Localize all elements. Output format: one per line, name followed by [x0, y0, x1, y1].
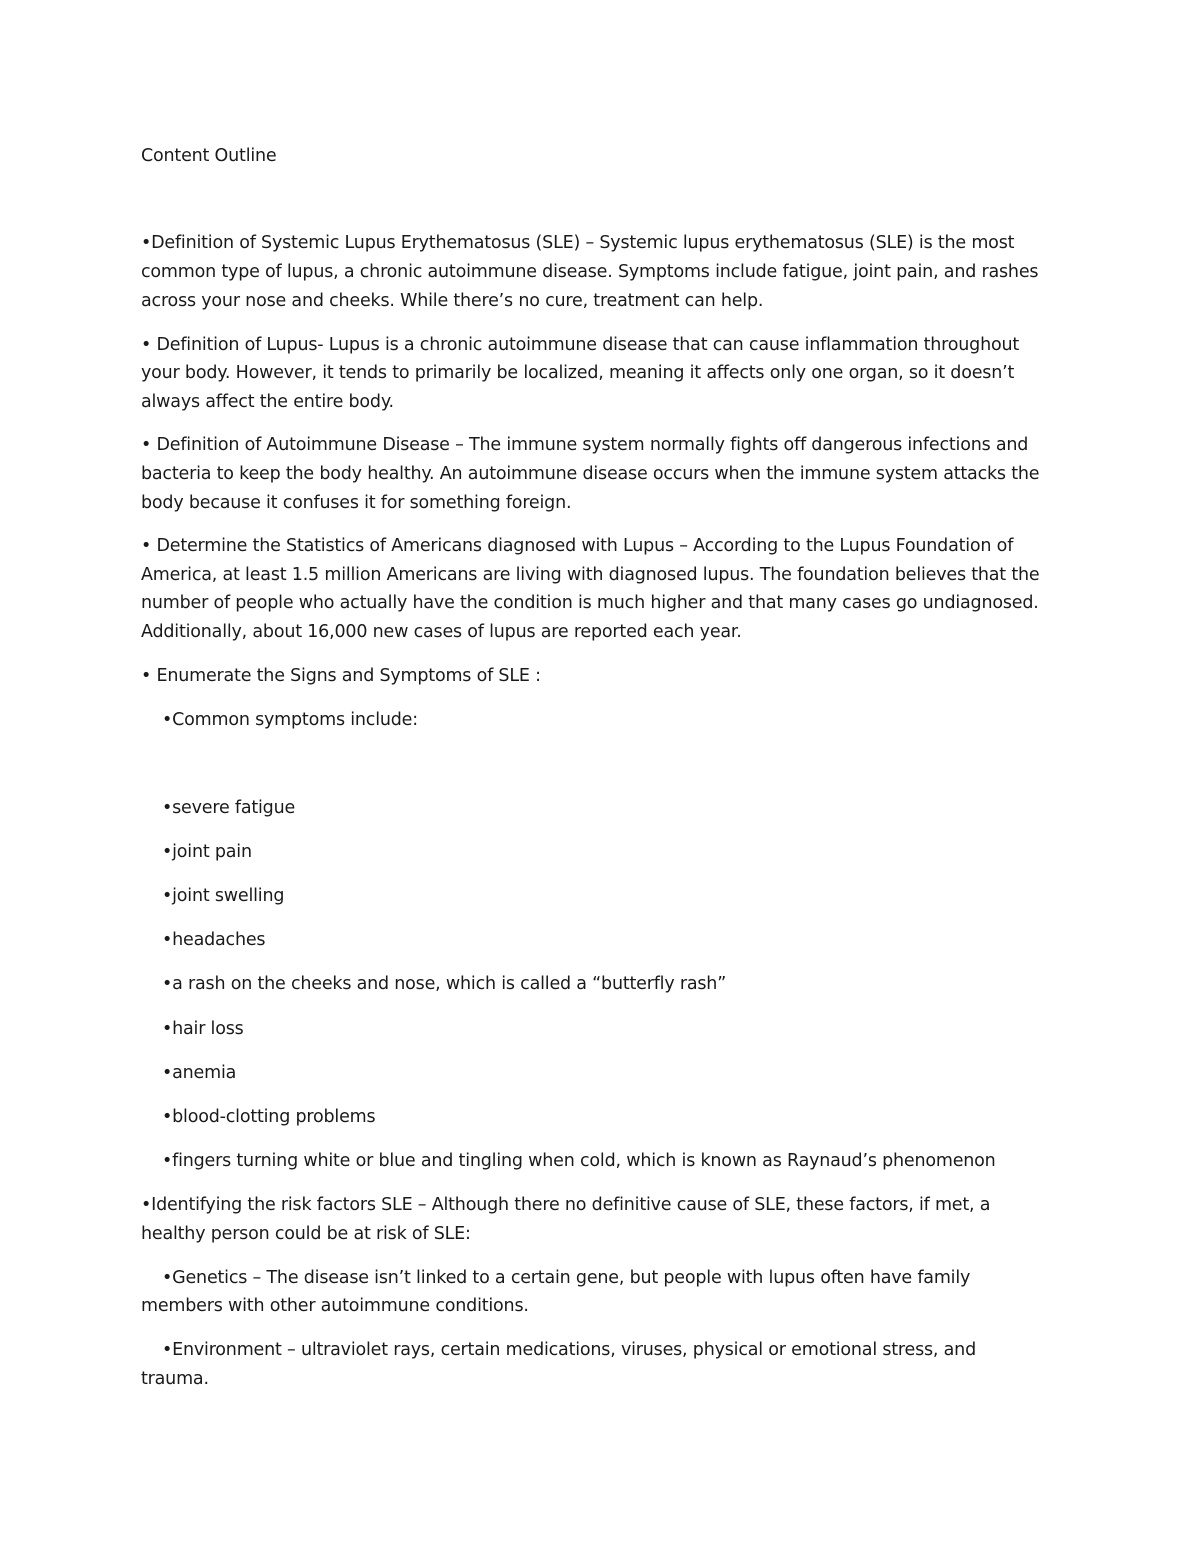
statistics-line-2: America, at least 1.5 million Americans are living with diagnosed lupus. The foundation believes that the [141, 565, 1040, 585]
symptom-item: •anemia [162, 1063, 237, 1083]
page-title: Content Outline [141, 146, 277, 166]
genetics-line-2: members with other autoimmune conditions. [141, 1296, 529, 1316]
statistics-line-3: number of people who actually have the condition is much higher and that many cases go undiagnosed. [141, 593, 1039, 613]
common-symptoms-heading: •Common symptoms include: [162, 710, 418, 730]
symptom-item: •a rash on the cheeks and nose, which is called a “butterfly rash” [162, 974, 727, 994]
sle-definition-line-1: •Definition of Systemic Lupus Erythematosus (SLE) – Systemic lupus erythematosus (SLE) is the most [141, 233, 1015, 253]
signs-heading: • Enumerate the Signs and Symptoms of SLE : [141, 666, 541, 686]
autoimmune-definition-line-3: body because it confuses it for something foreign. [141, 493, 572, 513]
environment-line-2: trauma. [141, 1369, 209, 1389]
symptom-item: •joint pain [162, 842, 252, 862]
sle-definition-line-2: common type of lupus, a chronic autoimmune disease. Symptoms include fatigue, joint pain, and rashes [141, 262, 1039, 282]
symptom-item: •headaches [162, 930, 266, 950]
genetics-line-1: •Genetics – The disease isn’t linked to a certain gene, but people with lupus often have family [162, 1268, 971, 1288]
autoimmune-definition-line-2: bacteria to keep the body healthy. An autoimmune disease occurs when the immune system attacks the [141, 464, 1040, 484]
environment-line-1: •Environment – ultraviolet rays, certain medications, viruses, physical or emotional stress, and [162, 1340, 976, 1360]
lupus-definition-line-3: always affect the entire body. [141, 392, 394, 412]
symptom-item: •severe fatigue [162, 798, 296, 818]
sle-definition-line-3: across your nose and cheeks. While there’s no cure, treatment can help. [141, 291, 764, 311]
autoimmune-definition-line-1: • Definition of Autoimmune Disease – The immune system normally fights off dangerous infections and [141, 435, 1029, 455]
statistics-line-1: • Determine the Statistics of Americans diagnosed with Lupus – According to the Lupus Foundation of [141, 536, 1014, 556]
lupus-definition-line-1: • Definition of Lupus- Lupus is a chronic autoimmune disease that can cause inflammation throughout [141, 335, 1020, 355]
risk-factors-line-2: healthy person could be at risk of SLE: [141, 1224, 471, 1244]
statistics-line-4: Additionally, about 16,000 new cases of lupus are reported each year. [141, 622, 742, 642]
symptom-item: •joint swelling [162, 886, 285, 906]
risk-factors-line-1: •Identifying the risk factors SLE – Although there no definitive cause of SLE, these factors, if met, a [141, 1195, 991, 1215]
symptom-item: •blood-clotting problems [162, 1107, 376, 1127]
symptom-item: •fingers turning white or blue and tingling when cold, which is known as Raynaud’s phenomenon [162, 1151, 996, 1171]
symptom-item: •hair loss [162, 1019, 244, 1039]
lupus-definition-line-2: your body. However, it tends to primarily be localized, meaning it affects only one organ, so it doesn’t [141, 363, 1015, 383]
